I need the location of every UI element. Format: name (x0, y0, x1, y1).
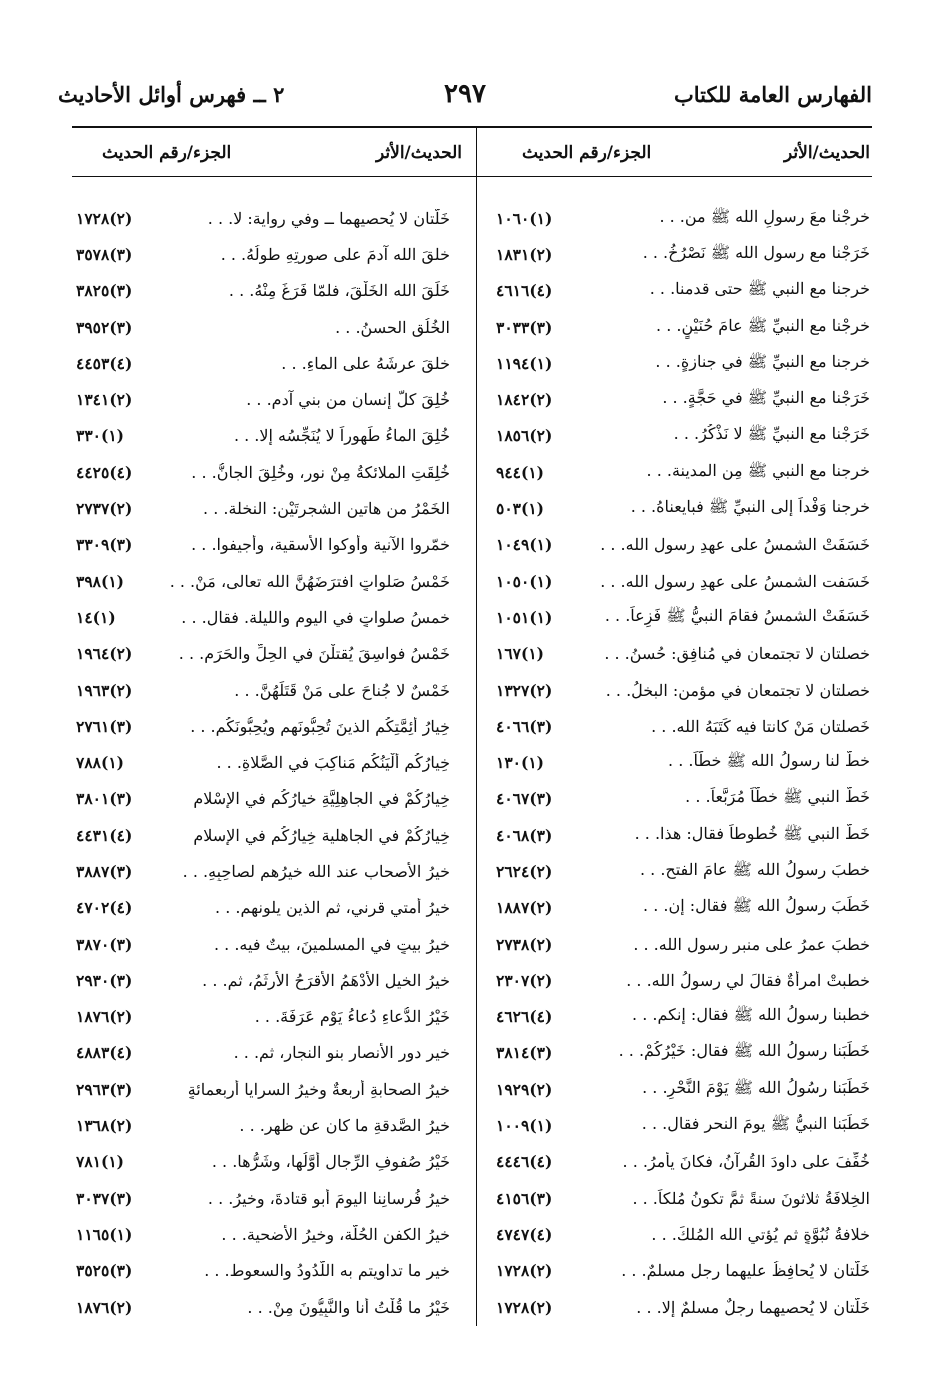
hadith-incipit: خِيارُ أَئِمَّتِكُم الذينَ تُحِبُّونَهم ويُحِبُّونَكُم. . . (190, 716, 450, 736)
hadith-incipit: الخُلُق الحسنُ. . . (335, 317, 450, 337)
right-heading-ref: الجزء/رقم الحديث (522, 143, 652, 163)
index-entry (76, 563, 450, 599)
left-heading-ref: الجزء/رقم الحديث (102, 143, 232, 163)
hadith-incipit: خيرُ الصَّدقةِ ما كان عن ظهرٍ. . . (239, 1116, 450, 1136)
hadith-incipit: خطَّ لنا رسولُ الله ﷺ خطّاً. . . (668, 751, 870, 771)
hadith-incipit: خَصلتانِ مَنْ كانتا فيه كَتَبَهُ الله. . . (651, 716, 870, 736)
header-rule (72, 126, 872, 128)
volume-hadith-number: (١)٩٤٤ (496, 462, 544, 482)
index-entry (496, 1107, 870, 1143)
index-entry (496, 345, 870, 381)
index-entry (76, 1216, 450, 1252)
index-entry (76, 962, 450, 998)
left-index-column (76, 200, 450, 1325)
volume-hadith-number: (٣)٢٩٣٠ (76, 970, 133, 990)
volume-hadith-number: (٣)٤٠٦٧ (496, 789, 553, 809)
volume-hadith-number: (١)٣٩٨ (76, 571, 124, 591)
volume-hadith-number: (٣)٤١٥٦ (496, 1188, 553, 1208)
hadith-incipit: خطبتْ امرأةٌ فقالَ لي رسولُ الله. . . (626, 970, 870, 990)
hadith-incipit: الخَمْرُ من هاتينِ الشجرتَيْنِ: النخلة. . . (203, 499, 450, 519)
hadith-incipit: الخِلافَةُ ثلاثونَ سنةً ثمَّ تكونُ مُلكاً. . . (632, 1188, 870, 1208)
index-entry (496, 817, 870, 853)
index-entry (496, 781, 870, 817)
hadith-incipit: خرجْنا مع النبيِّ ﷺ عامَ حُنَيْنٍ. . . (656, 315, 870, 335)
volume-hadith-number: (٤)٤٧٤٧ (496, 1224, 553, 1244)
page-header (58, 74, 872, 114)
hadith-incipit: خَيْرُ ما قُلْتُ أنا والنَّبِيُّونَ مِنْ. . . (247, 1297, 450, 1317)
index-entry (76, 672, 450, 708)
hadith-incipit: خَطَبَ رسولُ الله ﷺ فقال: إن. . . (643, 896, 870, 916)
volume-hadith-number: (٣)٣٣٠٩ (76, 535, 133, 555)
index-entry (76, 1107, 450, 1143)
volume-hadith-number: (٣)٣٥٢٥ (76, 1261, 133, 1281)
volume-hadith-number: (١)١٠٠٩ (496, 1116, 553, 1136)
index-entry (496, 527, 870, 563)
hadith-incipit: خَطَبَنا رسُولُ الله ﷺ يَوْمَ النَّحْرِ. . . (642, 1077, 870, 1097)
volume-hadith-number: (٣)٤٠٦٨ (496, 825, 553, 845)
volume-hadith-number: (٢)١٩٦٣ (76, 680, 133, 700)
hadith-incipit: خطبَ رسولُ الله ﷺ عامَ الفتح. . . (639, 859, 870, 879)
volume-hadith-number: (١)١٦٧ (496, 644, 544, 664)
volume-hadith-number: (٢)٢٧٣٨ (496, 934, 553, 954)
hadith-incipit: خيرُ الأصحاب عند الله خيرُهم لصاحِبِهِ. . . (182, 861, 450, 881)
index-entry (76, 200, 450, 236)
volume-hadith-number: (٢)١٨٥٦ (496, 426, 553, 446)
hadith-incipit: خَلَّتانِ لا يُحافِظُ عليهما رجل مسلمٌ. . . (621, 1261, 870, 1281)
index-entry (496, 599, 870, 635)
index-entry (76, 708, 450, 744)
index-entry (76, 999, 450, 1035)
volume-hadith-number: (٣)٣٨٠١ (76, 789, 133, 809)
hadith-incipit: خُلِقَ كلُّ إنسانٍ من بني آدم. . . (246, 390, 450, 410)
hadith-incipit: خِيارُكُم أَلْيَنُكُم مَناكِبَ في الصَّلاةِ. . . (216, 753, 450, 773)
hadith-incipit: خمسُ صلواتٍ في اليوم والليلة. فقال. . . (181, 607, 450, 627)
volume-hadith-number: (٤)٤٦٢٦ (496, 1007, 553, 1027)
hadith-incipit: خرجْنا معَ رسولِ الله ﷺ من. . . (659, 206, 870, 226)
hadith-incipit: خطبَ عمرُ على منبرِ رسولِ الله. . . (633, 934, 870, 954)
index-entry (496, 454, 870, 490)
volume-hadith-number: (١)١٠٤٩ (496, 535, 553, 555)
left-column-headings (72, 136, 462, 170)
hadith-incipit: خِيارُكُمْ في الجاهلية خِيارُكُم في الإسلام (193, 825, 450, 845)
index-entry (496, 381, 870, 417)
index-entry (496, 1071, 870, 1107)
hadith-incipit: خُفِّفَ على داودَ القُرآنُ، فكانَ يأمرُ. . . (622, 1152, 870, 1172)
volume-hadith-number: (١)١١٩٤ (496, 353, 553, 373)
volume-hadith-number: (٢)١٣٢٧ (496, 680, 553, 700)
hadith-incipit: خيرُ فُرسانِنا اليومَ أبو قتادةَ، وخيرُ. . . (207, 1188, 450, 1208)
index-entry (496, 418, 870, 454)
hadith-incipit: خَرَجْنا مع النبيِّ ﷺ لا نَذْكُرُ. . . (673, 424, 870, 444)
hadith-incipit: خَطَّ النبي ﷺ خُطوطاً فقال: هذا. . . (634, 823, 870, 843)
volume-hadith-number: (٢)١٩٦٤ (76, 644, 133, 664)
hadith-incipit: خَرَجْنا مع النبيِّ ﷺ في حَجَّةٍ. . . (662, 388, 870, 408)
volume-hadith-number: (٤)٤٤٤٦ (496, 1152, 553, 1172)
index-entry (76, 926, 450, 962)
volume-hadith-number: (١)١١٦٥ (76, 1224, 133, 1244)
hadith-incipit: خرجنا وَفْداً إلى النبيِّ ﷺ فبايعناهُ. . . (630, 497, 870, 517)
hadith-incipit: خَيْرُ الدُّعاءِ دُعاءُ يَوْمِ عَرَفَةَ. . . (254, 1007, 450, 1027)
volume-hadith-number: (٤)٤٤٢٥ (76, 462, 133, 482)
index-entry (496, 962, 870, 998)
volume-hadith-number: (٢)١٨٣١ (496, 244, 553, 264)
hadith-incipit: خَسَفَتْ الشمسُ فقامَ النبيُّ ﷺ فَزِعاً. . . (604, 605, 870, 625)
page-number: ٢٩٧ (444, 79, 486, 109)
volume-hadith-number: (٢)١٧٢٨ (496, 1297, 553, 1317)
index-entry (76, 1035, 450, 1071)
hadith-incipit: خَسَفَتْ الشمسُ على عهدِ رسولِ الله. . . (600, 535, 870, 555)
volume-hadith-number: (٢)١٨٨٧ (496, 898, 553, 918)
index-entry (76, 781, 450, 817)
volume-hadith-number: (٣)٣٥٧٨ (76, 244, 133, 264)
hadith-incipit: خطبنا رسولُ الله ﷺ فقال: إنكم. . . (632, 1005, 870, 1025)
index-entry (76, 273, 450, 309)
volume-hadith-number: (٢)١٣٦٨ (76, 1116, 133, 1136)
hadith-incipit: خيرُ الكفنِ الحُلَّة، وخيرُ الأضحية. . . (221, 1224, 450, 1244)
index-entry (76, 599, 450, 635)
index-entry (76, 418, 450, 454)
right-heading-hadith: الحديث/الأثر (784, 143, 870, 163)
index-entry (76, 744, 450, 780)
index-entry (496, 636, 870, 672)
volume-hadith-number: (١)١٤ (76, 607, 116, 627)
hadith-incipit: خلقَ عرشَهُ على الماءِ. . . (281, 353, 450, 373)
index-entry (76, 1180, 450, 1216)
hadith-incipit: خيرُ الخيلِ الأدْهَمُ الأقرَحُ الأرثَمُ، ثم. . . (202, 970, 450, 990)
running-title-left: ٢ ــ فهرس أوائل الأحاديث (58, 81, 285, 107)
hadith-incipit: خُلِقَ الماءُ طَهوراً لا يُنَجِّسُه إلا. . . (233, 426, 450, 446)
volume-hadith-number: (٤)٤٨٨٣ (76, 1043, 133, 1063)
volume-hadith-number: (١)١٣٠ (496, 753, 544, 773)
hadith-incipit: خَطَبَنا رسولُ الله ﷺ فقال: خَيْرُكُمْ. . . (618, 1041, 870, 1061)
index-entry (496, 1144, 870, 1180)
index-entry (496, 999, 870, 1035)
index-entry (496, 236, 870, 272)
index-entry (76, 345, 450, 381)
hadith-incipit: خير ما تداويتم به اللَّدُودُ والسعوط. . . (204, 1261, 450, 1281)
volume-hadith-number: (٣)٣٨٨٧ (76, 861, 133, 881)
index-entry (496, 1253, 870, 1289)
volume-hadith-number: (٢)١٣٤١ (76, 390, 133, 410)
index-entry (76, 381, 450, 417)
hadith-incipit: خير دور الأنصار بنو النجار، ثم. . . (233, 1043, 450, 1063)
volume-hadith-number: (٢)١٨٤٢ (496, 390, 553, 410)
right-column-headings (492, 136, 870, 170)
index-entry (496, 490, 870, 526)
index-entry (496, 744, 870, 780)
index-entry (76, 1253, 450, 1289)
hadith-incipit: خيرُ الصحابةِ أربعةٌ وخيرُ السرايا أربعمائةٍ (187, 1079, 450, 1099)
index-entry (496, 309, 870, 345)
volume-hadith-number: (٣)٣٨٢٥ (76, 281, 133, 301)
volume-hadith-number: (٢)٢٣٠٧ (496, 970, 553, 990)
index-entry (76, 454, 450, 490)
index-entry (496, 1035, 870, 1071)
volume-hadith-number: (٢)١٧٢٨ (76, 208, 133, 228)
left-heading-hadith: الحديث/الأثر (376, 143, 462, 163)
volume-hadith-number: (٣)٣٠٣٣ (496, 317, 553, 337)
index-entry (76, 309, 450, 345)
volume-hadith-number: (٤)٤٦١٦ (496, 281, 553, 301)
hadith-incipit: خَلَّتانِ لا يُحصيهما رجلٌ مسلمٌ إلا. . . (636, 1297, 870, 1317)
hadith-incipit: خلافةُ نُبُوَّةٍ ثم يُؤتي الله المُلكَ. . . (651, 1224, 870, 1244)
hadith-incipit: خلقَ الله آدمَ على صورتِهِ طولُهُ. . . (220, 244, 450, 264)
index-entry (76, 527, 450, 563)
hadith-incipit: خَمْسُ فواسِقَ يُقتلْنَ في الحِلِّ والحَرَمِ. . . (178, 644, 450, 664)
index-entry (76, 853, 450, 889)
column-heading-rule (72, 176, 872, 177)
index-entry (76, 636, 450, 672)
volume-hadith-number: (٣)٢٩٦٣ (76, 1079, 133, 1099)
hadith-incipit: خَطَّ النبي ﷺ خطّاً مُرَبَّعاً. . . (685, 787, 870, 807)
hadith-incipit: خِيارُكُمْ في الجاهِلِيَّةِ خيارُكُم في الإسْلام (193, 789, 450, 809)
hadith-incipit: خرجنا مع النبي ﷺ حتى قدمنا. . . (649, 279, 870, 299)
volume-hadith-number: (٣)٣٨١٤ (496, 1043, 553, 1063)
index-entry (496, 200, 870, 236)
hadith-incipit: خَمْسٌ لا جُناحَ على مَنْ قَتَلَهُنَّ. . . (234, 680, 450, 700)
volume-hadith-number: (٢)١٩٢٩ (496, 1079, 553, 1099)
hadith-incipit: خَيْرُ صُفوفِ الرِّجالِ أوَّلُها، وشَرُّها. . . (211, 1152, 450, 1172)
volume-hadith-number: (١)٧٨٨ (76, 753, 124, 773)
volume-hadith-number: (١)١٠٥٠ (496, 571, 553, 591)
volume-hadith-number: (١)٥٠٣ (496, 499, 544, 519)
index-entry (76, 1289, 450, 1325)
hadith-incipit: خرجنا مع النبي ﷺ مِن المدينة. . . (646, 460, 870, 480)
index-entry (76, 490, 450, 526)
hadith-incipit: خَمْسُ صَلواتٍ افترَضَهُنَّ الله تعالى، مَنْ. . . (169, 571, 450, 591)
hadith-incipit: خيرُ أمتي قرني، ثم الذين يلونهم. . . (215, 898, 450, 918)
index-entry (496, 708, 870, 744)
volume-hadith-number: (١)٧٨١ (76, 1152, 124, 1172)
volume-hadith-number: (٤)٤٤٣١ (76, 825, 133, 845)
hadith-incipit: خَرَجْنا مع رسول الله ﷺ نَصْرُخُ. . . (642, 242, 870, 262)
column-divider (476, 126, 477, 1326)
volume-hadith-number: (٢)١٧٢٨ (496, 1261, 553, 1281)
index-entry (76, 236, 450, 272)
hadith-incipit: خَسَفت الشمسُ على عهدِ رسولِ الله. . . (600, 571, 870, 591)
volume-hadith-number: (٣)٣٨٧٠ (76, 934, 133, 954)
volume-hadith-number: (٤)٤٧٠٢ (76, 898, 133, 918)
volume-hadith-number: (١)١٠٦٠ (496, 208, 553, 228)
index-entry (76, 890, 450, 926)
hadith-incipit: خُلِقَتِ الملائكةُ مِنْ نورٍ، وخُلِقَ الجانُّ. . . (191, 462, 450, 482)
volume-hadith-number: (٣)٤٠٦٦ (496, 716, 553, 736)
index-entry (496, 1289, 870, 1325)
index-entry (496, 853, 870, 889)
volume-hadith-number: (٣)٣٩٥٢ (76, 317, 133, 337)
index-entry (496, 563, 870, 599)
hadith-incipit: خَلَقَ الله الخَلْقَ، فلمّا فَرَغَ مِنْهُ. . . (228, 281, 450, 301)
index-entry (496, 672, 870, 708)
volume-hadith-number: (٤)٤٤٥٣ (76, 353, 133, 373)
index-entry (76, 817, 450, 853)
index-entry (496, 890, 870, 926)
index-entry (496, 1180, 870, 1216)
hadith-incipit: خَلَّتانِ لا يُحصيهما ــ وفي رواية: لا. . . (207, 208, 450, 228)
volume-hadith-number: (٢)٢٧٣٧ (76, 499, 133, 519)
index-entry (76, 1071, 450, 1107)
hadith-incipit: خمّروا الآنية وأوكوا الأسقية، وأجيفوا. . . (191, 535, 450, 555)
index-entry (496, 926, 870, 962)
hadith-incipit: خصلتانِ لا تجتمعانِ في مُنافِقٍ: حُسنُ. . . (604, 644, 870, 664)
hadith-incipit: خَطَبَنا النبيُّ ﷺ يومَ النحر فقال. . . (641, 1114, 870, 1134)
hadith-incipit: خصلتانِ لا تجتمعانِ في مؤمنٍ: البخلُ. . . (605, 680, 870, 700)
hadith-incipit: خرجنا مع النبيِّ ﷺ في جنازةٍ. . . (655, 351, 870, 371)
hadith-incipit: خيرُ بيتٍ في المسلمينَ، بيتٌ فيه. . . (214, 934, 450, 954)
right-index-column (496, 200, 870, 1325)
index-entry (496, 1216, 870, 1252)
volume-hadith-number: (٢)٢٦٢٤ (496, 861, 553, 881)
volume-hadith-number: (٢)١٨٧٦ (76, 1297, 133, 1317)
volume-hadith-number: (٣)٣٠٣٧ (76, 1188, 133, 1208)
running-title-right: الفهارس العامة للكتاب (673, 81, 872, 107)
volume-hadith-number: (١)١٠٥١ (496, 607, 553, 627)
volume-hadith-number: (٢)١٨٧٦ (76, 1007, 133, 1027)
volume-hadith-number: (١)٣٣٠ (76, 426, 124, 446)
index-entry (496, 273, 870, 309)
volume-hadith-number: (٣)٢٧٦١ (76, 716, 133, 736)
index-entry (76, 1144, 450, 1180)
